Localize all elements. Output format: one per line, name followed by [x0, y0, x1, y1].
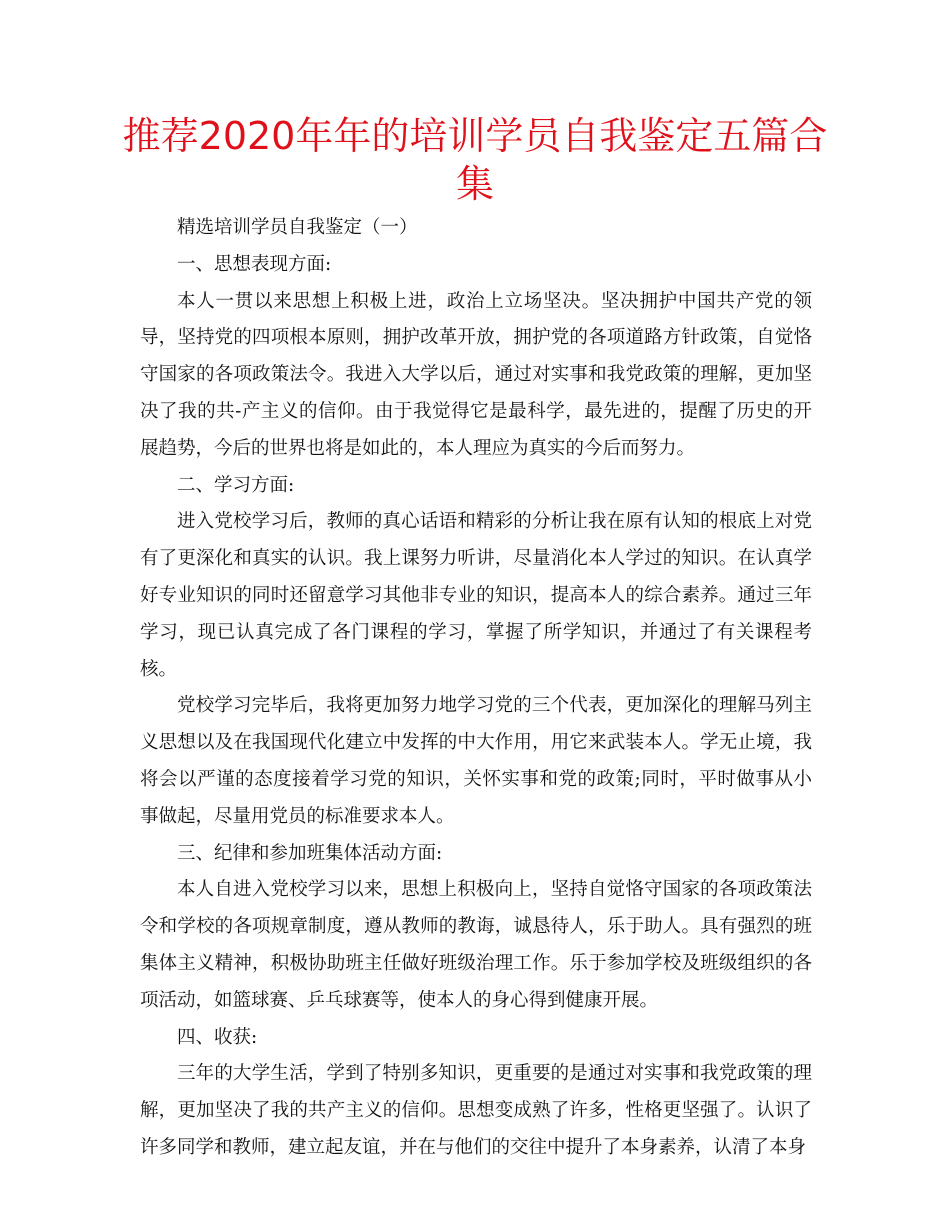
document-title: 推荐2020年年的培训学员自我鉴定五篇合集	[122, 114, 828, 206]
body-paragraph: 三年的大学生活，学到了特别多知识，更重要的是通过对实事和我党政策的理解，更加坚决了我的共产主义的信仰。思想变成熟了许多，性格更坚强了。认识了许多同学和教师，建立起友谊，并在与他们的交往中提升了本身素养，认清了本身	[140, 1063, 812, 1158]
body-paragraph: 本人自进入党校学习以来，思想上积极向上，坚持自觉恪守国家的各项政策法令和学校的各项规章制度，遵从教师的教诲，诚恳待人，乐于助人。具有强烈的班集体主义精神，积极协助班主任做好班级治理工作。乐于参加学校及班级组织的各项活动，如篮球赛、乒乓球赛等，使本人的身心得到健康开展。	[140, 879, 812, 1011]
body-paragraph: 本人一贯以来思想上积极上进，政治上立场坚决。坚决拥护中国共产党的领导，坚持党的四项根本原则，拥护改革开放，拥护党的各项道路方针政策，自觉恪守国家的各项政策法令。我进入大学以后，通过对实事和我党政策的理解，更加坚决了我的共-产主义的信仰。由于我觉得它是最科学，最先进的，提醒了历史的开展趋势，今后的世界也将是如此的，本人理应为真实的今后而努力。	[140, 290, 812, 459]
document-body	[140, 210, 812, 1167]
subsection-heading: 一、思想表现方面:	[177, 253, 332, 275]
subsection-heading: 四、收获:	[177, 1026, 258, 1048]
subsection-heading: 三、纪律和参加班集体活动方面:	[177, 842, 443, 864]
section-heading: 精选培训学员自我鉴定（一）	[177, 217, 418, 238]
body-paragraph: 党校学习完毕后，我将更加努力地学习党的三个代表，更加深化的理解马列主义思想以及在我国现代化建立中发挥的中大作用，用它来武装本人。学无止境，我将会以严谨的态度接着学习党的知识，关怀实事和党的政策;同时，平时做事从小事做起，尽量用党员的标准要求本人。	[140, 695, 812, 827]
body-paragraph: 进入党校学习后，教师的真心话语和精彩的分析让我在原有认知的根底上对党有了更深化和真实的认识。我上课努力听讲，尽量消化本人学过的知识。在认真学好专业知识的同时还留意学习其他非专业的知识，提高本人的综合素养。通过三年学习，现已认真完成了各门课程的学习，掌握了所学知识，并通过了有关课程考核。	[140, 511, 812, 680]
subsection-heading: 二、学习方面:	[177, 474, 295, 496]
